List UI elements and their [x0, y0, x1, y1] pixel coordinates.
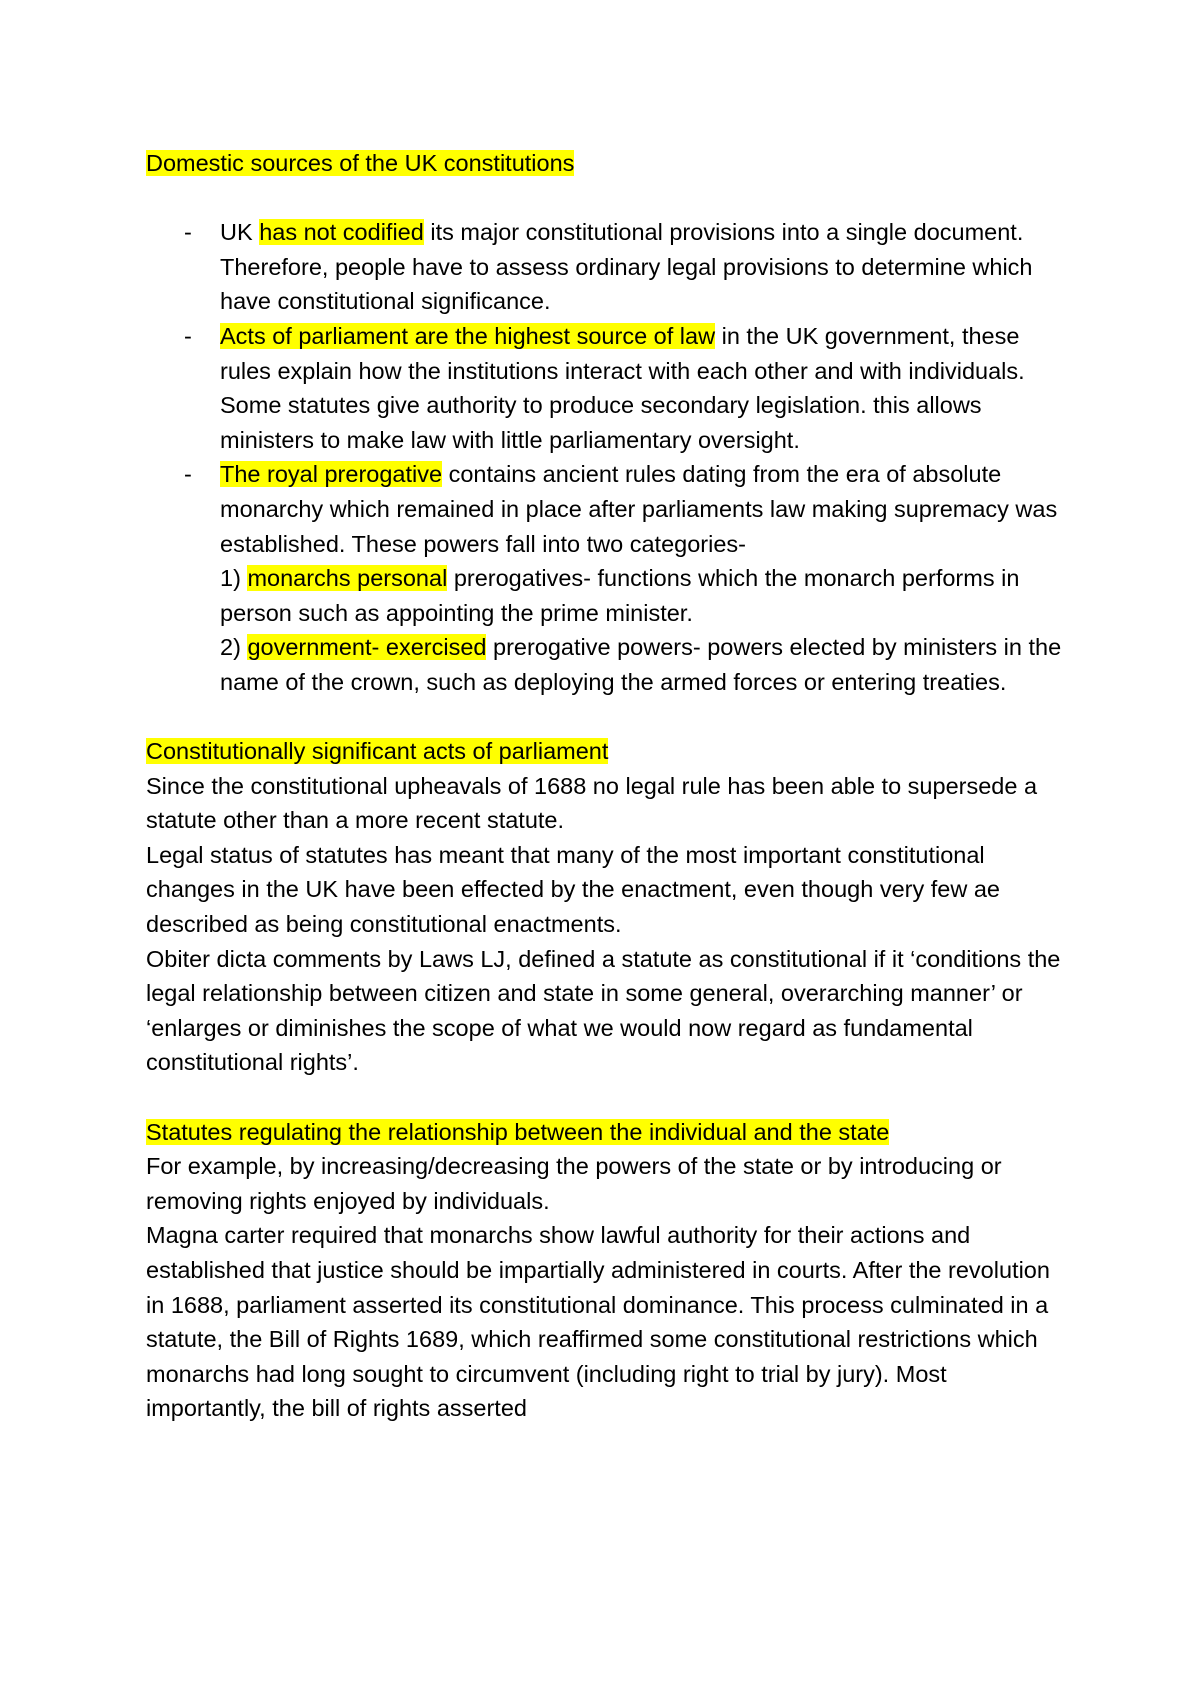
paragraph: Magna carter required that monarchs show lawful authority for their actions and established that justice should be impartially administered in courts. After the revolution in 1688, parliament asserted its constitutional dominance. This process culminated in a statute, the Bill of Rights 1689, which reaffirmed some constitutional restrictions which monarchs had long sought to circumvent (including right to trial by jury). Most importantly, the bill of rights asserted — [146, 1222, 1050, 1422]
section-heading-individual-and-state — [146, 1115, 1066, 1150]
subitem-number: 2) — [220, 634, 248, 661]
bullet-text: in the UK government, these rules explain how the institutions interact with each other and with individuals. Some statutes give authority to produce secondary legislation. this allows ministers to make law with little parliamentary oversight. — [220, 322, 1025, 453]
blank-line — [146, 181, 1066, 216]
subitem-text: prerogatives- functions which the monarch performs in person such as appointing the prime minister. — [220, 565, 1020, 626]
bullet-item-royal-prerogative — [146, 457, 1066, 699]
bullet-list-domestic-sources — [146, 215, 1066, 699]
numbered-subitem-monarchs-personal — [220, 561, 1066, 630]
paragraph: For example, by increasing/decreasing the powers of the state or by introducing or removing rights enjoyed by individuals. — [146, 1153, 1002, 1214]
highlighted-phrase: monarchs personal — [247, 565, 448, 592]
highlighted-heading-text: Constitutionally significant acts of parliament — [146, 738, 609, 765]
bullet-item-not-codified — [146, 215, 1066, 319]
bullet-text: its major constitutional provisions into a single document. Therefore, people have to assess ordinary legal provisions to determine which have constitutional significance. — [220, 219, 1033, 315]
paragraph: Since the constitutional upheavals of 1688 no legal rule has been able to supersede a statute other than a more recent statute. — [146, 772, 1038, 834]
bullet-dash: - — [184, 461, 192, 488]
bullet-dash: - — [184, 219, 192, 246]
highlighted-phrase: has not codified — [259, 219, 424, 246]
highlighted-phrase: Acts of parliament are the highest source of law — [220, 322, 716, 349]
bullet-text: contains ancient rules dating from the era of absolute monarchy which remained in place after parliaments law making supremacy was established. These powers fall into two categories- — [220, 461, 1058, 557]
blank-line — [146, 1080, 1066, 1115]
paragraph: Legal status of statutes has meant that many of the most important constitutional changes in the UK have been effected by the enactment, even though very few ae described as being constitutional enactments. — [146, 841, 1000, 938]
bullet-text-prefix: UK — [220, 219, 260, 246]
document-body — [146, 146, 1066, 1426]
highlighted-heading-text: Statutes regulating the relationship between the individual and the state — [146, 1118, 890, 1145]
highlighted-phrase: government- exercised — [247, 634, 487, 661]
section-heading-domestic-sources — [146, 146, 1066, 181]
highlighted-heading-text: Domestic sources of the UK constitutions — [146, 150, 575, 176]
section-heading-significant-acts — [146, 734, 1066, 769]
blank-line — [146, 700, 1066, 735]
numbered-subitem-government-exercised — [220, 630, 1066, 699]
paragraph: Obiter dicta comments by Laws LJ, defined a statute as constitutional if it ‘conditions the legal relationship between citizen and state in some general, overarching manner’ or ‘enlarges or diminishes the scope of what we would now regard as fundamental constitutional rights’. — [146, 945, 1061, 1076]
subitem-text: prerogative powers- powers elected by ministers in the name of the crown, such as deploying the armed forces or entering treaties. — [220, 634, 1062, 695]
subitem-number: 1) — [220, 565, 248, 592]
bullet-dash: - — [184, 322, 192, 349]
highlighted-phrase: The royal prerogative — [220, 461, 443, 488]
bullet-item-acts-of-parliament — [146, 319, 1066, 457]
